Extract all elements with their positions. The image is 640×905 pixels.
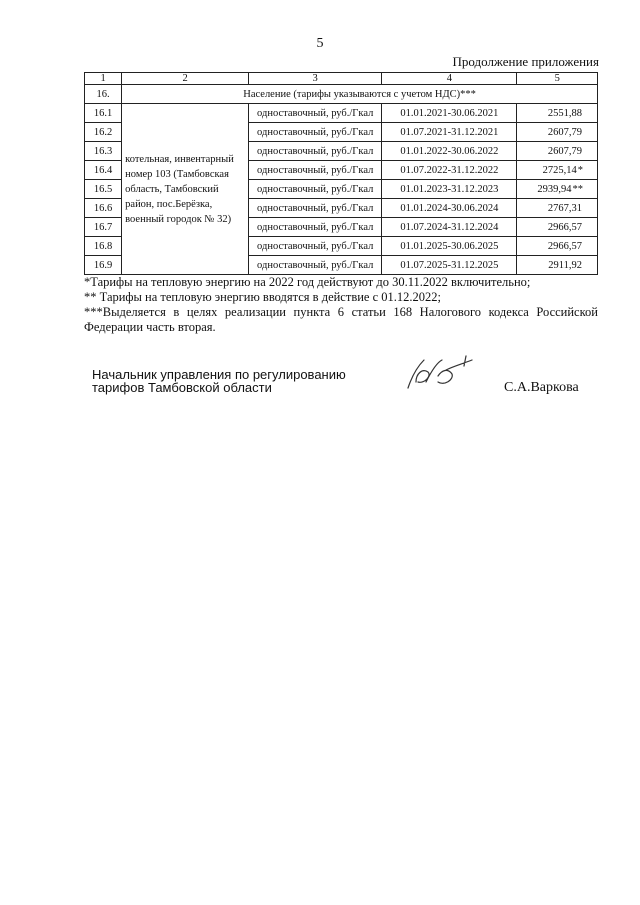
column-header: 2 bbox=[122, 73, 249, 85]
column-header: 1 bbox=[85, 73, 122, 85]
tariff-value: 2767,31 bbox=[547, 202, 582, 214]
tariff-type: одноставочный, руб./Гкал bbox=[249, 218, 382, 237]
tariff-value-cell bbox=[517, 237, 598, 256]
row-number: 16.5 bbox=[85, 180, 122, 199]
section-title: Население (тарифы указываются с учетом НДС)*** bbox=[122, 85, 598, 104]
row-number: 16.7 bbox=[85, 218, 122, 237]
tariff-value: 2911,92 bbox=[548, 259, 582, 271]
tariff-period: 01.01.2024-30.06.2024 bbox=[382, 199, 517, 218]
tariff-value-cell bbox=[517, 218, 598, 237]
tariff-value-cell bbox=[517, 180, 598, 199]
row-number: 16.3 bbox=[85, 142, 122, 161]
signer-title bbox=[92, 368, 346, 394]
tariff-type: одноставочный, руб./Гкал bbox=[249, 256, 382, 275]
tariff-period: 01.01.2022-30.06.2022 bbox=[382, 142, 517, 161]
column-header: 4 bbox=[382, 73, 517, 85]
tariff-period: 01.01.2021-30.06.2021 bbox=[382, 104, 517, 123]
signer-name: С.А.Варкова bbox=[504, 380, 579, 395]
row-number: 16.8 bbox=[85, 237, 122, 256]
tariff-value-cell bbox=[517, 142, 598, 161]
tariff-value-cell bbox=[517, 256, 598, 275]
tariff-value: 2939,94 bbox=[537, 183, 572, 195]
column-header: 5 bbox=[517, 73, 598, 85]
footnote-mark: * bbox=[577, 164, 583, 176]
row-number: 16.4 bbox=[85, 161, 122, 180]
tariff-value: 2966,57 bbox=[547, 221, 582, 233]
tariff-value: 2966,57 bbox=[547, 240, 582, 252]
tariff-value-cell bbox=[517, 161, 598, 180]
row-number: 16.1 bbox=[85, 104, 122, 123]
tariff-type: одноставочный, руб./Гкал bbox=[249, 123, 382, 142]
row-number: 16.6 bbox=[85, 199, 122, 218]
tariff-type: одноставочный, руб./Гкал bbox=[249, 142, 382, 161]
signer-title-line: тарифов Тамбовской области bbox=[92, 380, 272, 395]
tariff-period: 01.07.2022-31.12.2022 bbox=[382, 161, 517, 180]
footnote: ** Тарифы на тепловую энергию вводятся в действие с 01.12.2022; bbox=[84, 290, 441, 304]
tariff-type: одноставочный, руб./Гкал bbox=[249, 104, 382, 123]
tariff-value: 2607,79 bbox=[547, 145, 582, 157]
continuation-label: Продолжение приложения bbox=[452, 54, 599, 69]
page-number: 5 bbox=[316, 36, 324, 51]
footnote: ***Выделяется в целях реализации пункта 6 статьи 168 Налогового кодекса Российской Федерации часть вторая. bbox=[84, 305, 598, 334]
tariff-value-cell bbox=[517, 199, 598, 218]
tariff-value-cell bbox=[517, 123, 598, 142]
footnotes bbox=[84, 275, 598, 335]
tariff-period: 01.01.2025-30.06.2025 bbox=[382, 237, 517, 256]
tariff-period: 01.07.2025-31.12.2025 bbox=[382, 256, 517, 275]
tariff-period: 01.07.2021-31.12.2021 bbox=[382, 123, 517, 142]
section-number: 16. bbox=[85, 85, 122, 104]
column-header: 3 bbox=[249, 73, 382, 85]
tariff-value: 2725,14 bbox=[542, 164, 577, 176]
table-row bbox=[85, 104, 598, 123]
section-row bbox=[85, 85, 598, 104]
tariff-type: одноставочный, руб./Гкал bbox=[249, 237, 382, 256]
row-number: 16.9 bbox=[85, 256, 122, 275]
tariff-period: 01.01.2023-31.12.2023 bbox=[382, 180, 517, 199]
tariff-value: 2551,88 bbox=[547, 107, 582, 119]
signer-title-line: Начальник управления по регулированию bbox=[92, 367, 346, 382]
footnote: *Тарифы на тепловую энергию на 2022 год действуют до 30.11.2022 включительно; bbox=[84, 275, 531, 289]
tariff-table bbox=[84, 72, 598, 275]
tariff-type: одноставочный, руб./Гкал bbox=[249, 199, 382, 218]
tariff-type: одноставочный, руб./Гкал bbox=[249, 161, 382, 180]
tariff-type: одноставочный, руб./Гкал bbox=[249, 180, 382, 199]
tariff-value: 2607,79 bbox=[547, 126, 582, 138]
table-header-row bbox=[85, 73, 598, 85]
footnote-mark: ** bbox=[572, 183, 583, 195]
tariff-value-cell bbox=[517, 104, 598, 123]
heat-source-object: котельная, инвентарный номер 103 (Тамбовская область, Тамбовский район, пос.Берёзка, военный городок № 32) bbox=[122, 104, 249, 275]
tariff-period: 01.07.2024-31.12.2024 bbox=[382, 218, 517, 237]
row-number: 16.2 bbox=[85, 123, 122, 142]
handwritten-signature bbox=[402, 352, 482, 392]
